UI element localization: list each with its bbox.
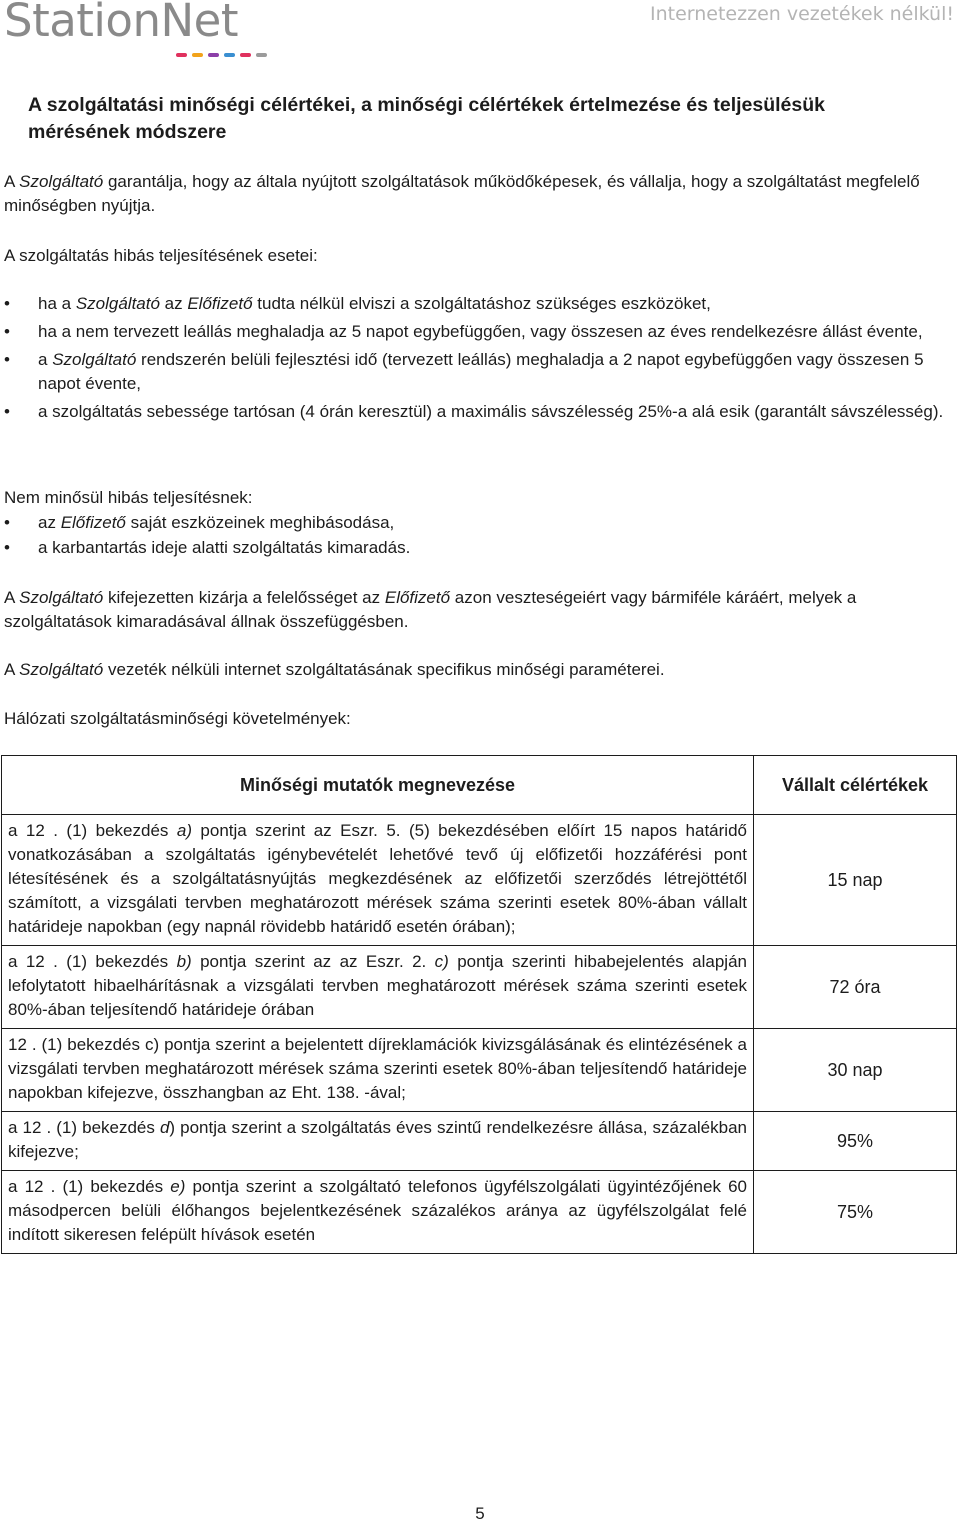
row-description: a 12 . (1) bekezdés b) pontja szerint az az Eszr. 2. c) pontja szerinti hibabejelentés alapján lefolytatott hibaelhárításnak a vizsgálati tervben meghatározott mérések száma szerinti esetek 80%-ában teljesítendő határideje órában (2, 946, 754, 1029)
row-value: 75% (754, 1171, 957, 1254)
table-row (2, 946, 957, 1029)
header-target: Vállalt célértékek (754, 756, 957, 815)
logo-dot (256, 53, 267, 57)
list-item: • ha a Szolgáltató az Előfizető tudta nélkül elviszi a szolgáltatáshoz szükséges eszközöket, (4, 292, 952, 316)
row-description: a 12 . (1) bekezdés d) pontja szerint a szolgáltatás éves szintű rendelkezésre állása, százalékban kifejezve; (2, 1112, 754, 1171)
header-indicator: Minőségi mutatók megnevezése (2, 756, 754, 815)
logo-dot (176, 53, 187, 57)
row-description: a 12 . (1) bekezdés e) pontja szerint a szolgáltató telefonos ügyfélszolgálati ügyintézőjének 60 másodpercen belüli élőhangos bejelentkezésének százalékos aránya az ügyfélszolgálat felé indított sikeresen felépült hívások esetén (2, 1171, 754, 1254)
logo-dot (224, 53, 235, 57)
table-row (2, 1171, 957, 1254)
logo-dots (176, 53, 267, 57)
nonfaults-heading: Nem minősül hibás teljesítésnek: (4, 488, 253, 507)
liability-paragraph: A Szolgáltató kifejezetten kizárja a felelősséget az Előfizető azon veszteségeiért vagy bármiféle káráért, melyek a szolgáltatások kimaradásával állnak összefüggésben. (4, 588, 857, 631)
page-number: 5 (475, 1504, 485, 1523)
table-row (2, 1029, 957, 1112)
network-heading: Hálózati szolgáltatásminőségi követelmények: (4, 709, 351, 728)
row-description: a 12 . (1) bekezdés a) pontja szerint az Eszr. 5. (5) bekezdésében előírt 15 napos határidő vonatkozásában a szolgáltatás igénybevételét lehetővé tevő új előfizetői hozzáférési pont létesítésének és a szolgáltatásnyújtás megkezdésének az előfizetői szerződés létrejöttétől számított, a vizsgálati tervben meghatározott mérések száma szerinti esetek 80%-ában vállalt határideje napokban (egy napnál rövidebb határidő esetén órában); (2, 815, 754, 946)
bullet-icon: • (4, 538, 10, 557)
row-value: 30 nap (754, 1029, 957, 1112)
row-description: 12 . (1) bekezdés c) pontja szerint a bejelentett díjreklamációk kivizsgálásának és elintézésének a vizsgálati tervben meghatározott mérések száma szerinti esetek 80%-ában teljesítendő határideje napokban kifejezve, összhangban az Eht. 138. -ával; (2, 1029, 754, 1112)
bullet-icon: • (4, 322, 10, 341)
faults-heading: A szolgáltatás hibás teljesítésének esetei: (4, 246, 318, 265)
tagline: Internetezzen vezetékek nélkül! (649, 3, 954, 25)
logo: StationNet (4, 0, 238, 47)
logo-dot (208, 53, 219, 57)
bullet-icon: • (4, 402, 10, 421)
row-value: 15 nap (754, 815, 957, 946)
table-row (2, 815, 957, 946)
faults-list (4, 292, 952, 428)
document-title: A szolgáltatási minőségi célértékei, a minőségi célértékek értelmezése és teljesülésük mérésének módszere (28, 94, 826, 143)
intro-paragraph: A Szolgáltató garantálja, hogy az általa nyújtott szolgáltatások működőképesek, és vállalja, hogy a szolgáltatást megfelelő minőségben nyújtja. (4, 172, 920, 215)
row-value: 72 óra (754, 946, 957, 1029)
list-item: • az Előfizető saját eszközeinek meghibásodása, (4, 511, 952, 535)
bullet-icon: • (4, 294, 10, 313)
nonfaults-list (4, 511, 952, 564)
bullet-icon: • (4, 350, 10, 369)
table-row (2, 1112, 957, 1171)
logo-dot (192, 53, 203, 57)
list-item: • ha a nem tervezett leállás meghaladja az 5 napot egybefüggően, vagy összesen az éves rendelkezésre állást évente, (4, 320, 952, 344)
row-value: 95% (754, 1112, 957, 1171)
list-item: • a szolgáltatás sebessége tartósan (4 órán keresztül) a maximális sávszélesség 25%-a alá esik (garantált sávszélesség). (4, 400, 952, 424)
list-item: • a karbantartás ideje alatti szolgáltatás kimaradás. (4, 536, 952, 560)
bullet-icon: • (4, 513, 10, 532)
list-item: • a Szolgáltató rendszerén belüli fejlesztési idő (tervezett leállás) meghaladja a 2 napot egybefüggően vagy összesen 5 napot évente, (4, 350, 924, 393)
logo-dot (240, 53, 251, 57)
table-header-row (2, 756, 957, 815)
params-paragraph: A Szolgáltató vezeték nélküli internet szolgáltatásának specifikus minőségi paraméterei. (4, 660, 665, 679)
quality-table (1, 755, 957, 1254)
